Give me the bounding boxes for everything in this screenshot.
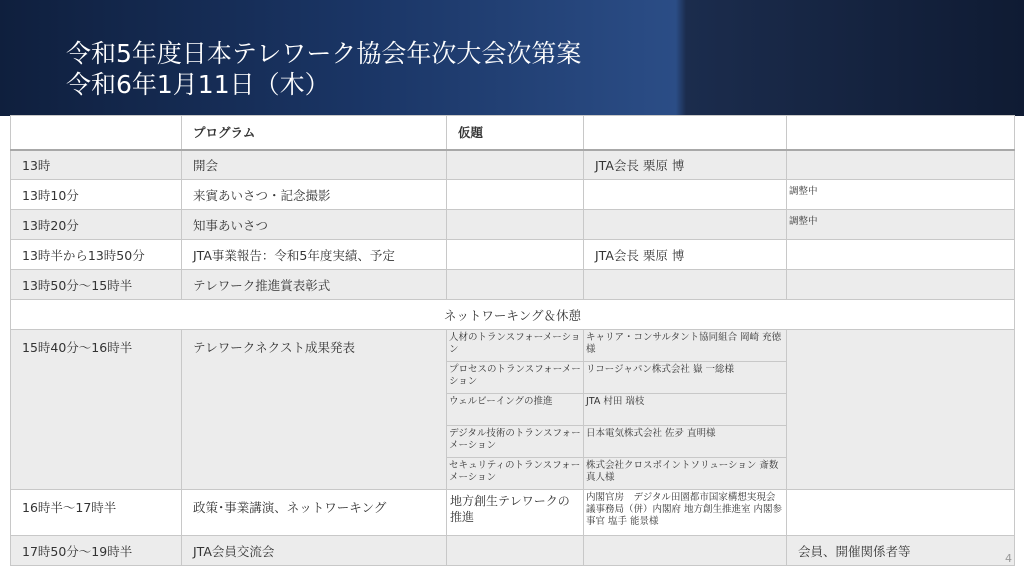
break-label: ネットワーキング＆休憩 [11,300,1015,330]
row-time: 13時 [11,150,182,180]
row-time: 13時20分 [11,210,182,240]
table-row [11,210,1015,240]
row-topic [447,210,584,240]
row-note [787,270,1015,300]
title-line-2: 令和6年1月11日（木） [66,70,330,99]
row-topic [447,270,584,300]
row-speaker: 内閣官房 デジタル田園都市国家構想実現会議事務局（併）内閣府 地方創生推進室 内閣参事官 塩手 能景様 [584,490,787,536]
row-speaker: JTA会長 栗原 博 [584,240,787,270]
row-program: JTA事業報告：令和5年度実績、予定 [182,240,447,270]
presentation-presenter: キャリア・コンサルタント協同組合 岡崎 充徳様 [584,330,787,362]
row-time: 13時10分 [11,180,182,210]
presentation-presenter: 株式会社クロスポイントソリューション 斎数 真人様 [584,458,787,490]
title-banner [0,0,1024,116]
presentation-topic: セキュリティのトランスフォーメーション [447,458,584,490]
row-note: 調整中 [787,180,1015,210]
header-cell-topic: 仮題 [447,116,584,150]
header-cell-note [787,116,1015,150]
row-program: 知事あいさつ [182,210,447,240]
presentation-presenter: リコージャパン株式会社 嶽 一総様 [584,362,787,394]
row-note [787,240,1015,270]
page-number: 4 [1005,552,1012,565]
header-cell-speaker [584,116,787,150]
table-row [11,330,1015,362]
presentation-topic: デジタル技術のトランスフォーメーション [447,426,584,458]
row-note [787,150,1015,180]
row-program: 政策･事業講演、ネットワーキング [182,490,447,536]
row-program: テレワーク推進賞表彰式 [182,270,447,300]
presentation-presenter: 日本電気株式会社 佐夛 直明様 [584,426,787,458]
row-speaker [584,536,787,566]
header-cell-program: プログラム [182,116,447,150]
table-row [11,536,1015,566]
page-title [66,38,581,100]
row-time: 17時50分～19時半 [11,536,182,566]
row-speaker [584,210,787,240]
table-row [11,270,1015,300]
row-program: 来賓あいさつ・記念撮影 [182,180,447,210]
table-row [11,240,1015,270]
header-cell-time [11,116,182,150]
row-program: テレワークネクスト成果発表 [182,330,447,490]
presentation-topic: プロセスのトランスフォーメーション [447,362,584,394]
row-time: 15時40分～16時半 [11,330,182,490]
row-time: 16時半～17時半 [11,490,182,536]
table-row [11,490,1015,536]
presentation-presenter: JTA 村田 瑞枝 [584,394,787,426]
break-row [11,300,1015,330]
row-topic [447,536,584,566]
row-note: 会員、開催関係者等 [787,536,1015,566]
table-row [11,180,1015,210]
row-speaker [584,270,787,300]
row-time: 13時50分～15時半 [11,270,182,300]
presentation-topic: 人材のトランスフォーメーション [447,330,584,362]
row-topic [447,240,584,270]
agenda-table [10,115,1015,566]
table-row [11,150,1015,180]
row-speaker: JTA会長 栗原 博 [584,150,787,180]
row-program: JTA会員交流会 [182,536,447,566]
row-topic: 地方創生テレワークの推進 [447,490,584,536]
row-note: 調整中 [787,210,1015,240]
presentation-topic: ウェルビーイングの推進 [447,394,584,426]
row-program: 開会 [182,150,447,180]
row-note [787,330,1015,490]
row-topic [447,180,584,210]
title-line-1: 令和5年度日本テレワーク協会年次大会次第案 [66,39,582,68]
row-speaker [584,180,787,210]
row-note [787,490,1015,536]
row-time: 13時半から13時50分 [11,240,182,270]
table-header-row [11,116,1015,150]
row-topic [447,150,584,180]
